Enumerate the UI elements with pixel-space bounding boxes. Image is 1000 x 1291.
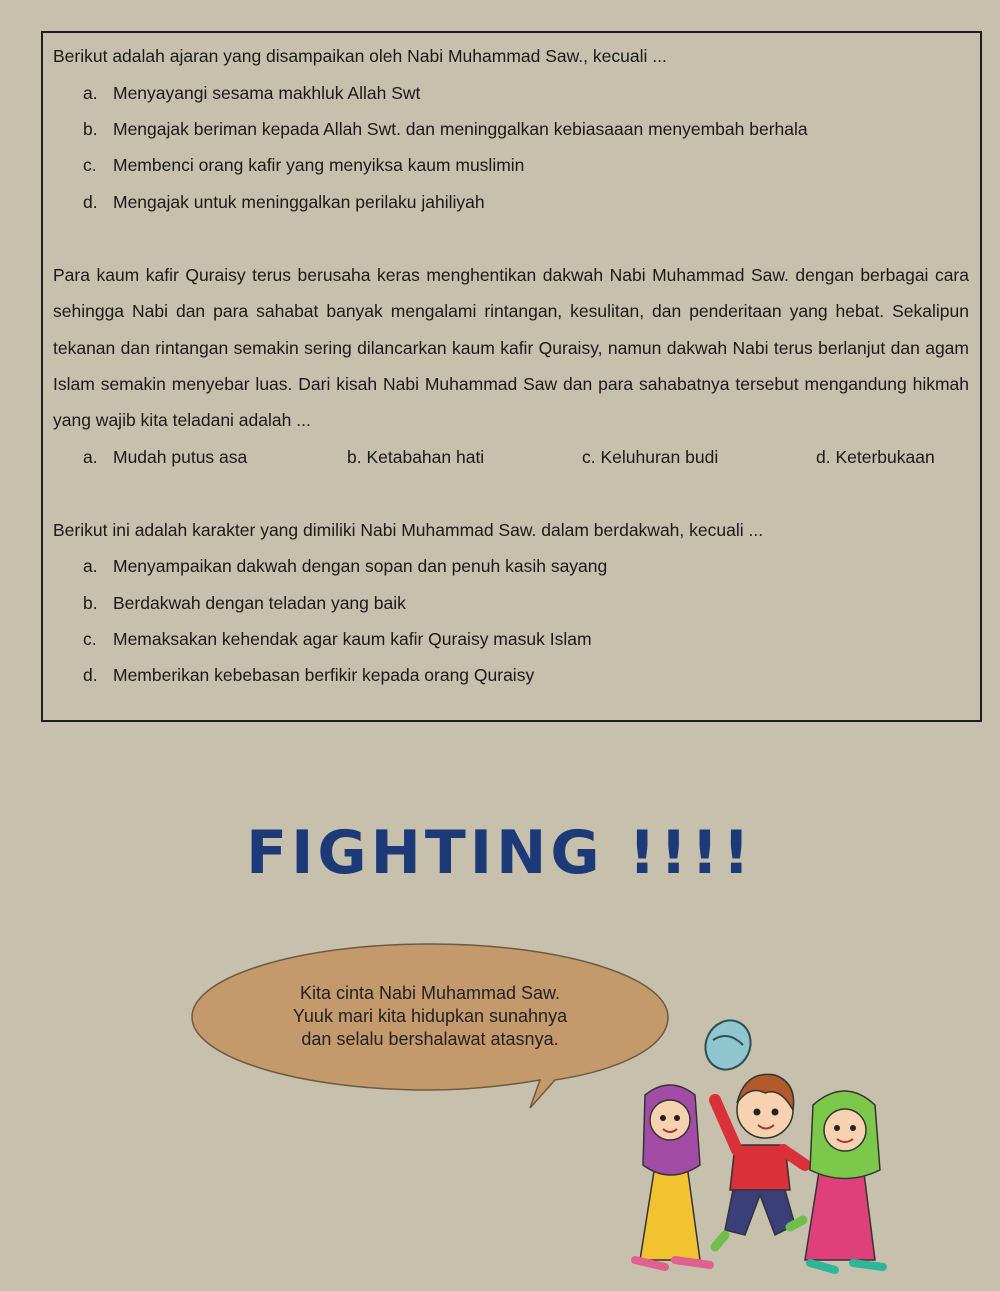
q2-option-a[interactable]	[83, 439, 247, 475]
option-letter: a.	[83, 447, 98, 467]
q1-option-a[interactable]	[83, 75, 420, 111]
option-letter: d.	[83, 665, 98, 685]
question-1: Berikut adalah ajaran yang disampaikan oleh Nabi Muhammad Saw., kecuali ...	[53, 46, 667, 66]
bubble-text	[190, 982, 670, 1051]
option-letter: c.	[83, 629, 97, 649]
q1-option-b[interactable]	[83, 111, 808, 147]
option-text: Mengajak beriman kepada Allah Swt. dan meninggalkan kebiasaaan menyembah berhala	[113, 119, 808, 139]
option-text: Menyayangi sesama makhluk Allah Swt	[113, 83, 421, 103]
option-text: Menyampaikan dakwah dengan sopan dan penuh kasih sayang	[113, 556, 608, 576]
girl-left-figure	[635, 1085, 710, 1267]
q1-option-c[interactable]	[83, 147, 524, 183]
bubble-line-2: Yuuk mari kita hidupkan sunahnya	[292, 1006, 568, 1026]
fighting-banner: FIGHTING !!!!	[246, 818, 754, 888]
boy-figure	[715, 1074, 805, 1247]
option-letter: a.	[83, 556, 98, 576]
q1-option-d[interactable]	[83, 184, 485, 220]
option-text: Mengajak untuk meninggalkan perilaku jahiliyah	[113, 192, 485, 212]
q2-option-b[interactable]: b. Ketabahan hati	[347, 447, 485, 467]
bubble-line-3: dan selalu bershalawat atasnya.	[301, 1029, 559, 1049]
option-text: Membenci orang kafir yang menyiksa kaum muslimin	[113, 155, 525, 175]
q2-option-d[interactable]: d. Keterbukaan	[816, 447, 935, 467]
ball-icon	[697, 1015, 758, 1077]
option-letter: c.	[83, 155, 97, 175]
q3-option-a[interactable]	[83, 548, 607, 584]
q3-option-d[interactable]	[83, 657, 534, 693]
option-letter: d.	[83, 192, 98, 212]
option-text: Memaksakan kehendak agar kaum kafir Quraisy masuk Islam	[113, 629, 592, 649]
q3-option-b[interactable]	[83, 585, 406, 621]
bubble-line-1: Kita cinta Nabi Muhammad Saw.	[299, 983, 561, 1003]
question-3: Berikut ini adalah karakter yang dimiliki Nabi Muhammad Saw. dalam berdakwah, kecuali ...	[53, 520, 764, 540]
girl-right-figure	[805, 1091, 883, 1270]
option-letter: a.	[83, 83, 98, 103]
option-text: Berdakwah dengan teladan yang baik	[113, 593, 406, 613]
q2-option-c[interactable]: c. Keluhuran budi	[582, 447, 719, 467]
option-letter: b.	[83, 119, 98, 139]
children-illustration	[625, 1015, 915, 1285]
option-text: Memberikan kebebasan berfikir kepada orang Quraisy	[113, 665, 535, 685]
option-text: Mudah putus asa	[113, 447, 248, 467]
q3-option-c[interactable]	[83, 621, 592, 657]
question-2: Para kaum kafir Quraisy terus berusaha keras menghentikan dakwah Nabi Muhammad Saw. dengan berbagai cara sehingga Nabi dan para sahabat banyak mengalami rintangan, kesulitan, dan penderitaan yang hebat. Sekalipun tekanan dan rintangan semakin sering dilancarkan kaum kafir Quraisy, namun dakwah Nabi terus berlanjut dan agam Islam semakin menyebar luas. Dari kisah Nabi Muhammad Saw dan para sahabatnya tersebut mengandung hikmah yang wajib kita teladani adalah ...	[53, 265, 969, 431]
option-letter: b.	[83, 593, 98, 613]
